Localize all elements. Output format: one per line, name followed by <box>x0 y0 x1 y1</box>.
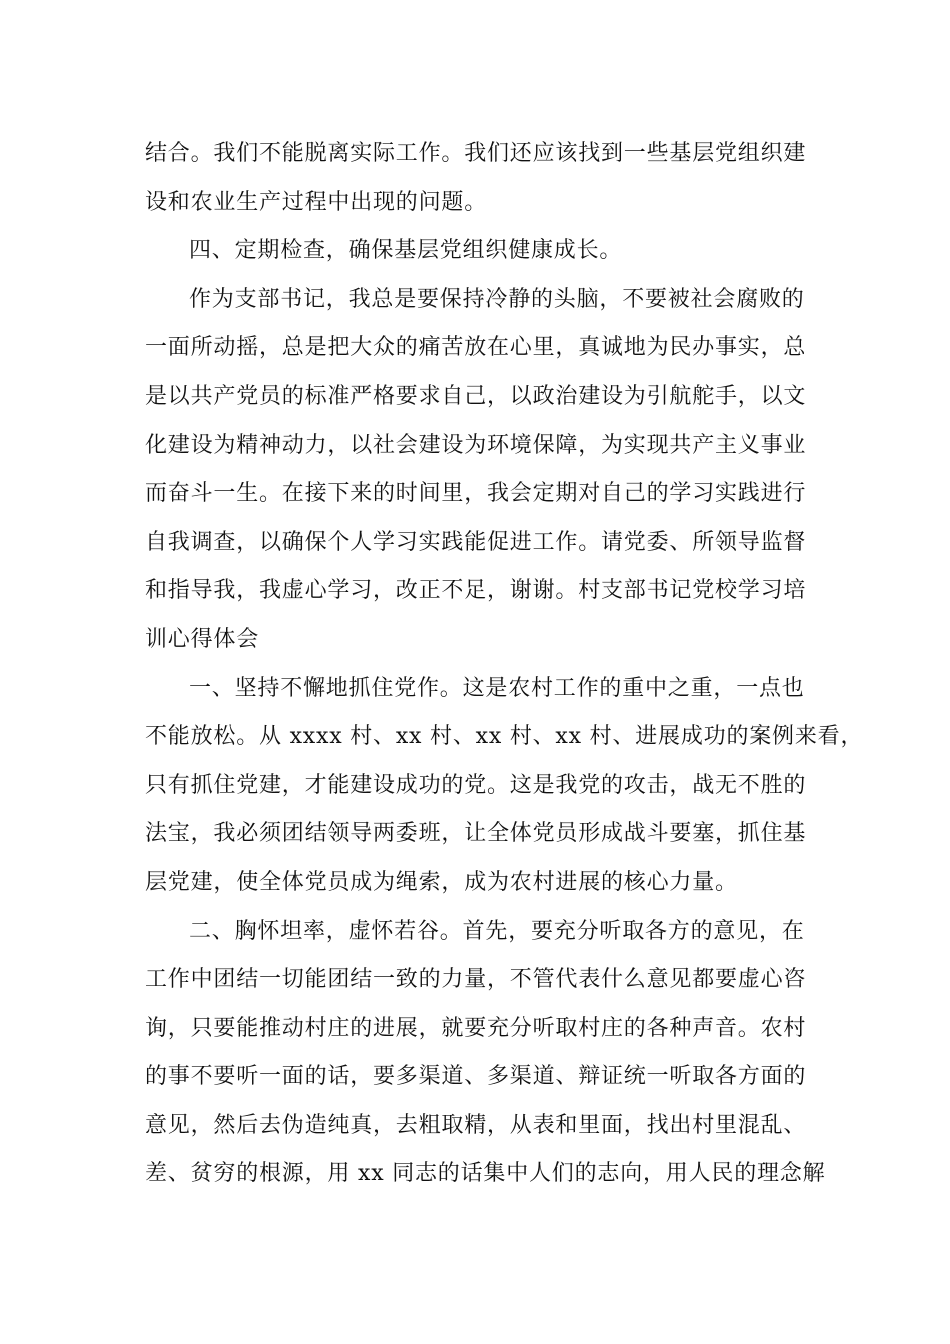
text-line: 是以共产党员的标准严格要求自己，以政治建设为引航舵手，以文 <box>145 383 807 409</box>
text-line: 化建设为精神动力，以社会建设为环境保障，为实现共产主义事业 <box>145 432 807 458</box>
section-heading: 一、坚持不懈地抓住党作。这是农村工作的重中之重，一点也 <box>189 675 805 701</box>
text-line: 作为支部书记，我总是要保持冷静的头脑，不要被社会腐败的 <box>189 286 805 312</box>
text-line: 法宝，我必须团结领导两委班，让全体党员形成战斗要塞，抓住基 <box>145 821 807 847</box>
text-line: 层党建，使全体党员成为绳索，成为农村进展的核心力量。 <box>145 869 738 895</box>
text-line: 差、贫穷的根源，用 xx 同志的话集中人们的志向，用人民的理念解 <box>145 1161 826 1187</box>
section-heading: 四、定期检查，确保基层党组织健康成长。 <box>189 238 623 264</box>
text-line: 意见，然后去伪造纯真，去粗取精，从表和里面，找出村里混乱、 <box>145 1112 807 1138</box>
text-line: 只有抓住党建，才能建设成功的党。这是我党的攻击，战无不胜的 <box>145 772 807 798</box>
text-line: 工作中团结一切能团结一致的力量，不管代表什么意见都要虚心咨 <box>145 967 807 993</box>
text-line: 而奋斗一生。在接下来的时间里，我会定期对自己的学习实践进行 <box>145 481 807 507</box>
section-heading: 二、胸怀坦率，虚怀若谷。首先，要充分听取各方的意见，在 <box>189 918 805 944</box>
text-line: 训心得体会 <box>145 626 260 652</box>
text-line: 和指导我，我虚心学习，改正不足，谢谢。村支部书记党校学习培 <box>145 578 807 604</box>
text-line: 自我调查，以确保个人学习实践能促进工作。请党委、所领导监督 <box>145 529 807 555</box>
text-line: 设和农业生产过程中出现的问题。 <box>145 189 488 215</box>
document-body <box>145 130 864 1199</box>
text-line: 不能放松。从 xxxx 村、xx 村、xx 村、xx 村、进展成功的案例来看， <box>145 724 864 750</box>
text-line: 一面所动摇，总是把大众的痛苦放在心里，真诚地为民办事实，总 <box>145 335 807 361</box>
text-line: 的事不要听一面的话，要多渠道、多渠道、辩证统一听取各方面的 <box>145 1064 807 1090</box>
text-line: 询，只要能推动村庄的进展，就要充分听取村庄的各种声音。农村 <box>145 1015 807 1041</box>
text-line: 结合。我们不能脱离实际工作。我们还应该找到一些基层党组织建 <box>145 141 807 166</box>
